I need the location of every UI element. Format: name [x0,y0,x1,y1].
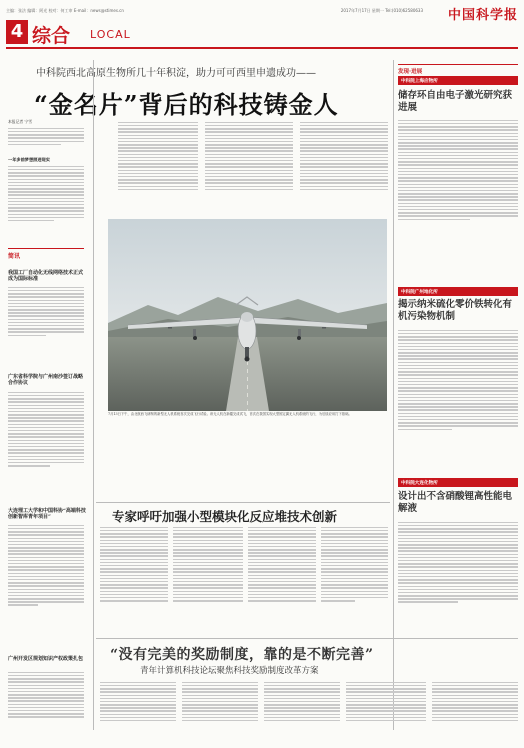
story-body [398,118,518,258]
lead-byline: 本报记者 宁雪 [8,119,32,124]
brief-body [8,523,84,643]
issue-date: 2017年7月17日 星期一 Tel:(010)62580633 [340,8,423,13]
lead-subhead: 一年多前梦想照进现实 [8,157,50,162]
lead-body-col3 [205,120,293,216]
header-divider [6,47,518,49]
brief-title: 广东省科学院与广州南沙签订战略合作协议 [8,374,84,387]
lead-kicker: 中科院西北高原生物所几十年积淀，助力可可西里申遗成功—— [36,68,316,79]
second-body-col4 [321,525,388,633]
story-title: 储存环自由电子激光研究获进展 [398,90,513,113]
section-name: 综合 [32,25,71,47]
lead-body-col2 [118,120,198,216]
lead-body-col4 [300,120,388,216]
second-headline: 专家呼吁加强小型模块化反应堆技术创新 [112,509,338,524]
page-top-bar [6,4,518,23]
story-divider [96,638,518,639]
right-section-label: 发现·进展 [398,64,518,75]
brief-body [8,670,84,740]
brief-title: 大连理工大学和中国科协“高端科技创新智库青年项目” [8,508,86,521]
column-rule [393,60,394,730]
brief-title: 我国工厂自动化无线网络技术正式成为国际标准 [8,270,84,283]
third-headline: “没有完美的奖励制度，靠的是不断完善” [110,647,374,663]
column-rule [93,60,94,730]
second-body-col2 [173,525,243,633]
story-tag: 中科院大连化物所 [398,478,518,487]
newspaper-logo: 中国科学报 [447,8,518,23]
third-body-col1 [100,680,176,740]
story-body [398,520,518,634]
third-body-col2 [182,680,258,740]
third-body-col4 [346,680,426,740]
photo-caption: 7月13日下午，由北航西飞研制的新型无人机系统首次完成飞行试验。该无人机在新疆完成试飞，首次在我国实现大型固定翼无人机系统的飞行，为后续应用打下基础。 [108,412,352,416]
brief-body [8,285,84,355]
third-body-col3 [264,680,340,740]
drone-photo-illustration [108,219,387,411]
lead-headline: “金名片”背后的科技铸金人 [34,90,339,119]
second-body-col3 [248,525,316,633]
third-subhead: 青年计算机科技论坛聚焦科技奖励制度改革方案 [140,666,319,676]
lead-body-col1 [8,126,84,154]
story-title: 设计出不含硝酸锂高性能电解液 [398,491,513,514]
story-tag: 中科院广州地化所 [398,287,518,296]
story-divider [96,502,390,503]
section-name-en: LOCAL [90,28,131,41]
section-number: 4 [6,20,28,44]
story-body [398,328,518,468]
second-body-col1 [100,525,168,633]
brief-body [8,390,84,500]
lead-body-col1b [8,164,84,244]
third-body-col5 [432,680,518,740]
news-photo-drone [108,219,387,411]
briefs-label: 简讯 [8,248,84,257]
editor-meta: 主编：张法 编辑：阿光 校对：何工审 E-mail：news@stimes.cn [6,8,124,13]
story-title: 揭示纳米硫化零价铁转化有机污染物机制 [398,299,513,322]
brief-title: 广州开发区规划知识产权政策扎包 [8,656,84,662]
story-tag: 中科院上海应物所 [398,76,518,85]
